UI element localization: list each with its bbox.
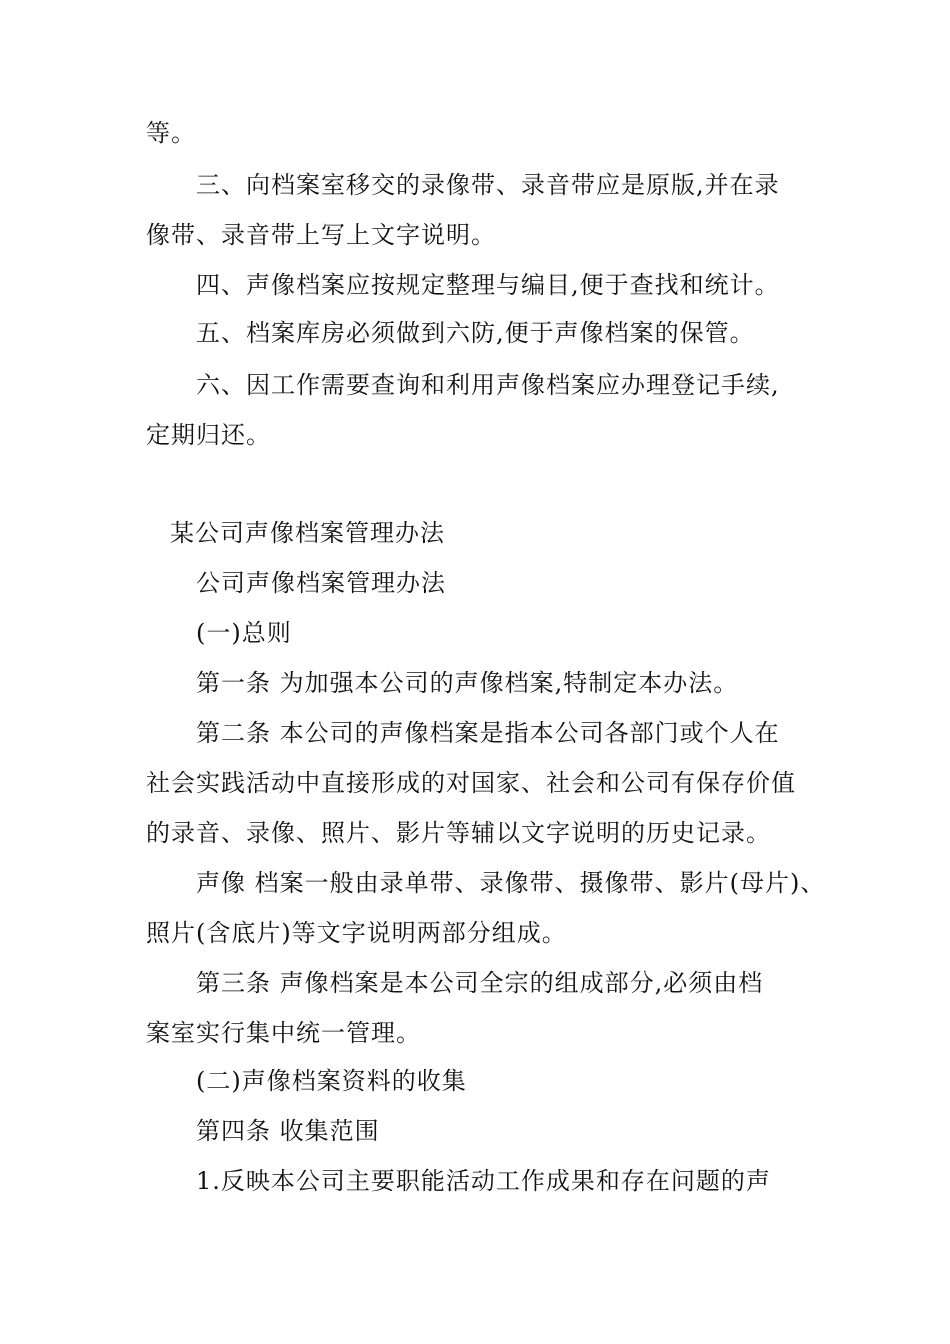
article-2: 第二条 本公司的声像档案是指本公司各部门或个人在 (196, 719, 780, 747)
text-line: 的录音、录像、照片、影片等辅以文字说明的历史记录。 (146, 819, 771, 847)
list-item-1: 1.反映本公司主要职能活动工作成果和存在问题的声 (196, 1167, 771, 1195)
paragraph-item-6: 六、因工作需要查询和利用声像档案应办理登记手续, (196, 371, 780, 399)
text-line: 照片(含底片)等文字说明两部分组成。 (146, 919, 567, 947)
paragraph-item-5: 五、档案库房必须做到六防,便于声像档案的保管。 (196, 319, 755, 347)
paragraph-composition: 声像 档案一般由录单带、录像带、摄像带、影片(母片)、 (196, 869, 826, 897)
section-heading-collection: (二)声像档案资料的收集 (196, 1067, 467, 1095)
text-line: 社会实践活动中直接形成的对国家、社会和公司有保存价值 (146, 769, 796, 797)
section-heading-general: (一)总则 (196, 619, 292, 647)
text-line: 像带、录音带上写上文字说明。 (146, 221, 496, 249)
article-1: 第一条 为加强本公司的声像档案,特制定本办法。 (196, 669, 739, 697)
paragraph-item-4: 四、声像档案应按规定整理与编目,便于查找和统计。 (196, 271, 780, 299)
document-title: 某公司声像档案管理办法 (170, 519, 445, 547)
article-4: 第四条 收集范围 (196, 1117, 380, 1145)
paragraph-item-3: 三、向档案室移交的录像带、录音带应是原版,并在录 (196, 171, 780, 199)
text-line: 等。 (146, 119, 196, 147)
document-subtitle: 公司声像档案管理办法 (196, 569, 446, 597)
text-line: 案室实行集中统一管理。 (146, 1019, 421, 1047)
article-3: 第三条 声像档案是本公司全宗的组成部分,必须由档 (196, 969, 764, 997)
text-line: 定期归还。 (146, 421, 271, 449)
